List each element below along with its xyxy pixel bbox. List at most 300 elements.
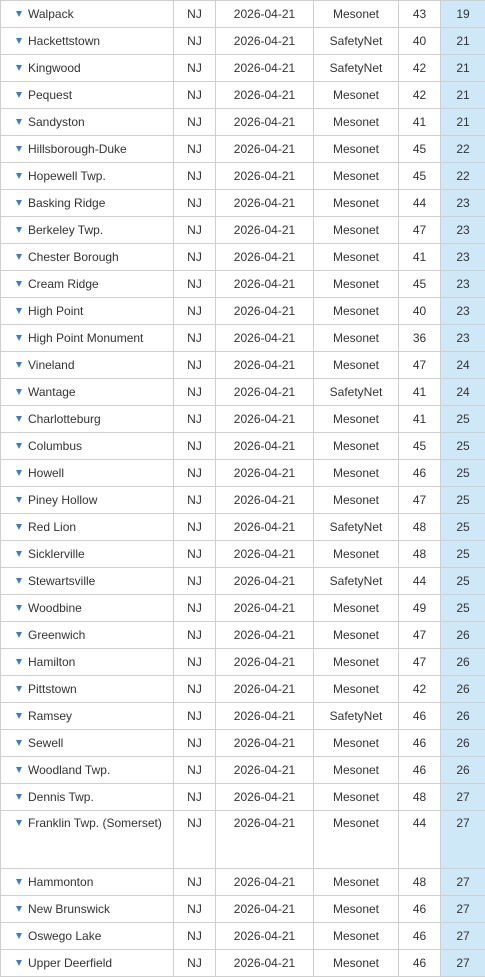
high-temp-cell: 41 — [399, 379, 441, 406]
table-row — [1, 352, 485, 379]
location-cell[interactable] — [1, 28, 174, 55]
expand-triangle-icon[interactable] — [16, 794, 22, 800]
state-cell: NJ — [174, 28, 216, 55]
high-temp-cell: 47 — [399, 352, 441, 379]
table-row — [1, 869, 485, 896]
network-cell: Mesonet — [314, 1, 399, 28]
location-cell[interactable] — [1, 217, 174, 244]
date-cell: 2026-04-21 — [216, 950, 314, 977]
high-temp-cell: 42 — [399, 55, 441, 82]
state-cell: NJ — [174, 896, 216, 923]
network-cell: Mesonet — [314, 896, 399, 923]
table-row — [1, 271, 485, 298]
low-temp-cell: 26 — [441, 730, 485, 757]
location-name: Columbus — [28, 439, 82, 453]
expand-triangle-icon[interactable] — [16, 416, 22, 422]
high-temp-cell: 41 — [399, 406, 441, 433]
high-temp-cell: 40 — [399, 298, 441, 325]
low-temp-cell: 23 — [441, 298, 485, 325]
table-row — [1, 433, 485, 460]
location-name: Upper Deerfield — [28, 956, 112, 970]
table-row — [1, 217, 485, 244]
location-cell[interactable] — [1, 703, 174, 730]
location-name: Pittstown — [28, 682, 77, 696]
table-row — [1, 406, 485, 433]
high-temp-cell: 41 — [399, 244, 441, 271]
network-cell: SafetyNet — [314, 514, 399, 541]
location-cell[interactable] — [1, 950, 174, 977]
low-temp-cell: 27 — [441, 923, 485, 950]
state-cell: NJ — [174, 82, 216, 109]
low-temp-cell: 26 — [441, 757, 485, 784]
state-cell: NJ — [174, 190, 216, 217]
location-name: Stewartsville — [28, 574, 95, 588]
location-cell[interactable] — [1, 757, 174, 784]
low-temp-cell: 27 — [441, 896, 485, 923]
location-cell[interactable] — [1, 730, 174, 757]
state-cell: NJ — [174, 487, 216, 514]
network-cell: Mesonet — [314, 757, 399, 784]
network-cell: Mesonet — [314, 541, 399, 568]
table-row — [1, 568, 485, 595]
location-cell[interactable] — [1, 869, 174, 896]
low-temp-cell: 25 — [441, 433, 485, 460]
table-row — [1, 514, 485, 541]
expand-triangle-icon[interactable] — [16, 933, 22, 939]
low-temp-cell: 27 — [441, 811, 485, 869]
location-cell[interactable] — [1, 487, 174, 514]
location-name: Hopewell Twp. — [28, 169, 106, 183]
state-cell: NJ — [174, 217, 216, 244]
location-name: Sewell — [28, 736, 63, 750]
expand-triangle-icon[interactable] — [16, 659, 22, 665]
location-cell[interactable] — [1, 433, 174, 460]
table-row — [1, 649, 485, 676]
location-cell[interactable] — [1, 811, 174, 869]
state-cell: NJ — [174, 1, 216, 28]
table-row — [1, 190, 485, 217]
low-temp-cell: 23 — [441, 190, 485, 217]
expand-triangle-icon[interactable] — [16, 713, 22, 719]
high-temp-cell: 46 — [399, 757, 441, 784]
network-cell: Mesonet — [314, 298, 399, 325]
expand-triangle-icon[interactable] — [16, 551, 22, 557]
low-temp-cell: 27 — [441, 950, 485, 977]
date-cell: 2026-04-21 — [216, 487, 314, 514]
date-cell: 2026-04-21 — [216, 1, 314, 28]
high-temp-cell: 46 — [399, 896, 441, 923]
high-temp-cell: 44 — [399, 811, 441, 869]
date-cell: 2026-04-21 — [216, 730, 314, 757]
high-temp-cell: 36 — [399, 325, 441, 352]
date-cell: 2026-04-21 — [216, 28, 314, 55]
network-cell: Mesonet — [314, 190, 399, 217]
high-temp-cell: 43 — [399, 1, 441, 28]
state-cell: NJ — [174, 433, 216, 460]
state-cell: NJ — [174, 622, 216, 649]
location-name: Howell — [28, 466, 64, 480]
location-cell[interactable] — [1, 460, 174, 487]
state-cell: NJ — [174, 379, 216, 406]
date-cell: 2026-04-21 — [216, 784, 314, 811]
location-name: Hamilton — [28, 655, 75, 669]
high-temp-cell: 48 — [399, 514, 441, 541]
state-cell: NJ — [174, 676, 216, 703]
table-row — [1, 784, 485, 811]
table-body — [1, 1, 485, 977]
state-cell: NJ — [174, 757, 216, 784]
location-cell[interactable] — [1, 649, 174, 676]
date-cell: 2026-04-21 — [216, 298, 314, 325]
location-cell[interactable] — [1, 923, 174, 950]
state-cell: NJ — [174, 271, 216, 298]
expand-triangle-icon[interactable] — [16, 470, 22, 476]
date-cell: 2026-04-21 — [216, 568, 314, 595]
date-cell: 2026-04-21 — [216, 869, 314, 896]
expand-triangle-icon[interactable] — [16, 227, 22, 233]
high-temp-cell: 47 — [399, 217, 441, 244]
expand-triangle-icon[interactable] — [16, 119, 22, 125]
date-cell: 2026-04-21 — [216, 352, 314, 379]
location-name: High Point — [28, 304, 83, 318]
location-cell[interactable] — [1, 298, 174, 325]
state-cell: NJ — [174, 730, 216, 757]
high-temp-cell: 46 — [399, 460, 441, 487]
location-name: Hillsborough-Duke — [28, 142, 127, 156]
date-cell: 2026-04-21 — [216, 757, 314, 784]
location-name: Sandyston — [28, 115, 85, 129]
location-name: Kingwood — [28, 61, 81, 75]
table-row — [1, 298, 485, 325]
table-row — [1, 950, 485, 977]
state-cell: NJ — [174, 568, 216, 595]
expand-triangle-icon[interactable] — [16, 389, 22, 395]
date-cell: 2026-04-21 — [216, 109, 314, 136]
state-cell: NJ — [174, 136, 216, 163]
high-temp-cell: 45 — [399, 433, 441, 460]
state-cell: NJ — [174, 514, 216, 541]
low-temp-cell: 22 — [441, 163, 485, 190]
date-cell: 2026-04-21 — [216, 271, 314, 298]
network-cell: Mesonet — [314, 109, 399, 136]
state-cell: NJ — [174, 244, 216, 271]
network-cell: Mesonet — [314, 217, 399, 244]
location-cell[interactable] — [1, 622, 174, 649]
location-cell[interactable] — [1, 136, 174, 163]
location-name: Wantage — [28, 385, 76, 399]
low-temp-cell: 21 — [441, 82, 485, 109]
date-cell: 2026-04-21 — [216, 622, 314, 649]
location-cell[interactable] — [1, 541, 174, 568]
low-temp-cell: 23 — [441, 271, 485, 298]
high-temp-cell: 46 — [399, 730, 441, 757]
network-cell: SafetyNet — [314, 379, 399, 406]
network-cell: Mesonet — [314, 923, 399, 950]
expand-triangle-icon[interactable] — [16, 200, 22, 206]
location-name: Pequest — [28, 88, 72, 102]
high-temp-cell: 41 — [399, 109, 441, 136]
expand-triangle-icon[interactable] — [16, 92, 22, 98]
table-row — [1, 325, 485, 352]
date-cell: 2026-04-21 — [216, 379, 314, 406]
date-cell: 2026-04-21 — [216, 649, 314, 676]
state-cell: NJ — [174, 406, 216, 433]
date-cell: 2026-04-21 — [216, 923, 314, 950]
network-cell: Mesonet — [314, 869, 399, 896]
network-cell: SafetyNet — [314, 28, 399, 55]
state-cell: NJ — [174, 595, 216, 622]
location-name: Hammonton — [28, 875, 93, 889]
expand-triangle-icon[interactable] — [16, 524, 22, 530]
location-cell[interactable] — [1, 352, 174, 379]
high-temp-cell: 47 — [399, 622, 441, 649]
low-temp-cell: 24 — [441, 352, 485, 379]
low-temp-cell: 27 — [441, 784, 485, 811]
expand-triangle-icon[interactable] — [16, 820, 22, 826]
high-temp-cell: 48 — [399, 541, 441, 568]
location-name: Oswego Lake — [28, 929, 101, 943]
network-cell: Mesonet — [314, 163, 399, 190]
date-cell: 2026-04-21 — [216, 703, 314, 730]
location-cell[interactable] — [1, 190, 174, 217]
network-cell: Mesonet — [314, 82, 399, 109]
high-temp-cell: 46 — [399, 923, 441, 950]
date-cell: 2026-04-21 — [216, 163, 314, 190]
network-cell: SafetyNet — [314, 55, 399, 82]
low-temp-cell: 26 — [441, 703, 485, 730]
expand-triangle-icon[interactable] — [16, 497, 22, 503]
table-row — [1, 923, 485, 950]
state-cell: NJ — [174, 703, 216, 730]
network-cell: Mesonet — [314, 811, 399, 869]
table-row — [1, 136, 485, 163]
date-cell: 2026-04-21 — [216, 325, 314, 352]
low-temp-cell: 19 — [441, 1, 485, 28]
date-cell: 2026-04-21 — [216, 676, 314, 703]
location-name: High Point Monument — [28, 331, 143, 345]
location-cell[interactable] — [1, 896, 174, 923]
table-row — [1, 379, 485, 406]
low-temp-cell: 25 — [441, 541, 485, 568]
network-cell: Mesonet — [314, 460, 399, 487]
location-cell[interactable] — [1, 271, 174, 298]
low-temp-cell: 25 — [441, 514, 485, 541]
expand-triangle-icon[interactable] — [16, 362, 22, 368]
low-temp-cell: 23 — [441, 217, 485, 244]
low-temp-cell: 26 — [441, 622, 485, 649]
expand-triangle-icon[interactable] — [16, 335, 22, 341]
date-cell: 2026-04-21 — [216, 55, 314, 82]
low-temp-cell: 22 — [441, 136, 485, 163]
expand-triangle-icon[interactable] — [16, 443, 22, 449]
high-temp-cell: 42 — [399, 676, 441, 703]
network-cell: Mesonet — [314, 352, 399, 379]
date-cell: 2026-04-21 — [216, 136, 314, 163]
location-cell[interactable] — [1, 595, 174, 622]
expand-triangle-icon[interactable] — [16, 605, 22, 611]
date-cell: 2026-04-21 — [216, 433, 314, 460]
expand-triangle-icon[interactable] — [16, 173, 22, 179]
network-cell: SafetyNet — [314, 568, 399, 595]
high-temp-cell: 42 — [399, 82, 441, 109]
date-cell: 2026-04-21 — [216, 514, 314, 541]
low-temp-cell: 27 — [441, 869, 485, 896]
low-temp-cell: 25 — [441, 487, 485, 514]
location-name: Ramsey — [28, 709, 72, 723]
low-temp-cell: 26 — [441, 676, 485, 703]
low-temp-cell: 23 — [441, 244, 485, 271]
low-temp-cell: 25 — [441, 595, 485, 622]
expand-triangle-icon[interactable] — [16, 767, 22, 773]
state-cell: NJ — [174, 298, 216, 325]
high-temp-cell: 46 — [399, 703, 441, 730]
expand-triangle-icon[interactable] — [16, 879, 22, 885]
table-row — [1, 541, 485, 568]
low-temp-cell: 26 — [441, 649, 485, 676]
low-temp-cell: 21 — [441, 55, 485, 82]
high-temp-cell: 46 — [399, 950, 441, 977]
low-temp-cell: 21 — [441, 109, 485, 136]
expand-triangle-icon[interactable] — [16, 38, 22, 44]
expand-triangle-icon[interactable] — [16, 740, 22, 746]
state-cell: NJ — [174, 352, 216, 379]
table-row — [1, 757, 485, 784]
high-temp-cell: 49 — [399, 595, 441, 622]
high-temp-cell: 45 — [399, 163, 441, 190]
expand-triangle-icon[interactable] — [16, 11, 22, 17]
state-cell: NJ — [174, 109, 216, 136]
state-cell: NJ — [174, 325, 216, 352]
table-row — [1, 622, 485, 649]
high-temp-cell: 44 — [399, 568, 441, 595]
high-temp-cell: 48 — [399, 869, 441, 896]
location-cell[interactable] — [1, 55, 174, 82]
location-cell[interactable] — [1, 163, 174, 190]
location-name: Dennis Twp. — [28, 790, 94, 804]
high-temp-cell: 44 — [399, 190, 441, 217]
table-row — [1, 244, 485, 271]
location-name: Basking Ridge — [28, 196, 105, 210]
table-row — [1, 163, 485, 190]
date-cell: 2026-04-21 — [216, 190, 314, 217]
low-temp-cell: 25 — [441, 406, 485, 433]
state-cell: NJ — [174, 649, 216, 676]
expand-triangle-icon[interactable] — [16, 906, 22, 912]
high-temp-cell: 40 — [399, 28, 441, 55]
location-cell[interactable] — [1, 676, 174, 703]
high-temp-cell: 45 — [399, 271, 441, 298]
table-row — [1, 896, 485, 923]
state-cell: NJ — [174, 811, 216, 869]
low-temp-cell: 25 — [441, 460, 485, 487]
table-row — [1, 487, 485, 514]
expand-triangle-icon[interactable] — [16, 960, 22, 966]
location-cell[interactable] — [1, 325, 174, 352]
network-cell: Mesonet — [314, 784, 399, 811]
state-cell: NJ — [174, 55, 216, 82]
location-cell[interactable] — [1, 1, 174, 28]
table-row — [1, 730, 485, 757]
location-name: Woodbine — [28, 601, 82, 615]
state-cell: NJ — [174, 869, 216, 896]
location-name: Hackettstown — [28, 34, 100, 48]
location-name: Woodland Twp. — [28, 763, 110, 777]
low-temp-cell: 25 — [441, 568, 485, 595]
date-cell: 2026-04-21 — [216, 460, 314, 487]
location-name: Franklin Twp. (Somerset) — [28, 816, 162, 830]
table-row — [1, 109, 485, 136]
location-cell[interactable] — [1, 82, 174, 109]
date-cell: 2026-04-21 — [216, 82, 314, 109]
date-cell: 2026-04-21 — [216, 811, 314, 869]
state-cell: NJ — [174, 163, 216, 190]
date-cell: 2026-04-21 — [216, 217, 314, 244]
low-temp-cell: 23 — [441, 325, 485, 352]
expand-triangle-icon[interactable] — [16, 281, 22, 287]
location-cell[interactable] — [1, 568, 174, 595]
table-row — [1, 676, 485, 703]
date-cell: 2026-04-21 — [216, 595, 314, 622]
location-name: Red Lion — [28, 520, 76, 534]
location-name: Cream Ridge — [28, 277, 99, 291]
table-row — [1, 1, 485, 28]
date-cell: 2026-04-21 — [216, 406, 314, 433]
network-cell: Mesonet — [314, 136, 399, 163]
location-cell[interactable] — [1, 514, 174, 541]
network-cell: Mesonet — [314, 622, 399, 649]
high-temp-cell: 48 — [399, 784, 441, 811]
date-cell: 2026-04-21 — [216, 541, 314, 568]
location-name: Berkeley Twp. — [28, 223, 103, 237]
expand-triangle-icon[interactable] — [16, 632, 22, 638]
low-temp-cell: 24 — [441, 379, 485, 406]
expand-triangle-icon[interactable] — [16, 686, 22, 692]
location-name: Walpack — [28, 7, 74, 21]
table-row — [1, 703, 485, 730]
expand-triangle-icon[interactable] — [16, 65, 22, 71]
high-temp-cell: 47 — [399, 487, 441, 514]
location-name: Piney Hollow — [28, 493, 97, 507]
network-cell: Mesonet — [314, 487, 399, 514]
high-temp-cell: 45 — [399, 136, 441, 163]
location-name: Charlotteburg — [28, 412, 101, 426]
table-row — [1, 55, 485, 82]
low-temp-cell: 21 — [441, 28, 485, 55]
expand-triangle-icon[interactable] — [16, 254, 22, 260]
date-cell: 2026-04-21 — [216, 896, 314, 923]
network-cell: SafetyNet — [314, 703, 399, 730]
location-cell[interactable] — [1, 244, 174, 271]
high-temp-cell: 47 — [399, 649, 441, 676]
network-cell: Mesonet — [314, 649, 399, 676]
location-cell[interactable] — [1, 379, 174, 406]
expand-triangle-icon[interactable] — [16, 146, 22, 152]
location-name: New Brunswick — [28, 902, 110, 916]
network-cell: Mesonet — [314, 676, 399, 703]
expand-triangle-icon[interactable] — [16, 578, 22, 584]
table-row — [1, 28, 485, 55]
network-cell: Mesonet — [314, 325, 399, 352]
network-cell: Mesonet — [314, 730, 399, 757]
network-cell: Mesonet — [314, 595, 399, 622]
expand-triangle-icon[interactable] — [16, 308, 22, 314]
location-cell[interactable] — [1, 109, 174, 136]
location-cell[interactable] — [1, 784, 174, 811]
network-cell: Mesonet — [314, 406, 399, 433]
location-cell[interactable] — [1, 406, 174, 433]
table-row — [1, 595, 485, 622]
location-name: Greenwich — [28, 628, 85, 642]
